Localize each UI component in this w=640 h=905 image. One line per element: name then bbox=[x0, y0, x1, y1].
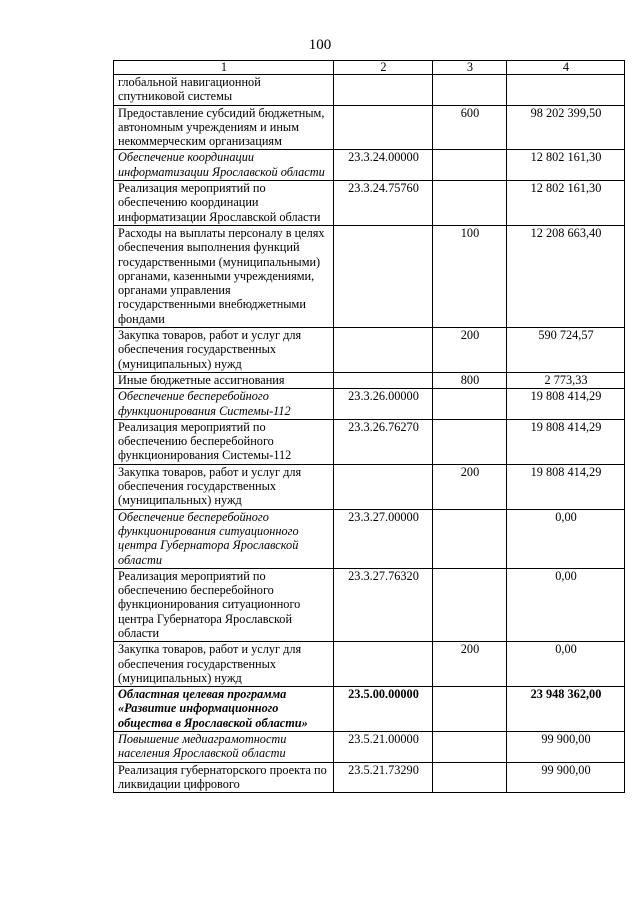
row-sum-cell: 0,00 bbox=[507, 642, 625, 687]
column-header-2: 2 bbox=[334, 61, 433, 75]
row-sum-cell: 99 900,00 bbox=[507, 732, 625, 763]
row-type-cell bbox=[433, 762, 507, 793]
row-code-cell bbox=[334, 642, 433, 687]
row-sum-cell: 12 208 663,40 bbox=[507, 225, 625, 327]
row-name-cell: Реализация мероприятий по обеспечению бесперебойного функционирования Системы-112 bbox=[114, 419, 334, 464]
row-type-cell bbox=[433, 509, 507, 568]
row-sum-cell: 0,00 bbox=[507, 568, 625, 641]
row-name-cell: Реализация мероприятий по обеспечению координации информатизации Ярославской области bbox=[114, 181, 334, 226]
table-row bbox=[114, 75, 625, 106]
row-code-cell: 23.5.21.00000 bbox=[334, 732, 433, 763]
row-type-cell bbox=[433, 419, 507, 464]
row-name-cell: Расходы на выплаты персоналу в целях обеспечения выполнения функций государственными (муниципальными) органами, казенными учреждениями, органами управления государственными внебюджетными фондами bbox=[114, 225, 334, 327]
row-sum-cell: 0,00 bbox=[507, 509, 625, 568]
row-type-cell: 600 bbox=[433, 105, 507, 150]
row-name-cell: Обеспечение бесперебойного функционирования ситуационного центра Губернатора Ярославской области bbox=[114, 509, 334, 568]
table-row bbox=[114, 568, 625, 641]
row-type-cell: 200 bbox=[433, 642, 507, 687]
row-code-cell: 23.3.26.76270 bbox=[334, 419, 433, 464]
table-row bbox=[114, 328, 625, 373]
table-row bbox=[114, 509, 625, 568]
row-code-cell: 23.3.27.00000 bbox=[334, 509, 433, 568]
row-type-cell bbox=[433, 687, 507, 732]
row-type-cell: 800 bbox=[433, 372, 507, 388]
page-number: 100 bbox=[308, 37, 332, 53]
budget-table bbox=[113, 60, 625, 793]
row-name-cell: Иные бюджетные ассигнования bbox=[114, 372, 334, 388]
table-row bbox=[114, 687, 625, 732]
row-sum-cell bbox=[507, 75, 625, 106]
row-name-cell: глобальной навигационной спутниковой системы bbox=[114, 75, 334, 106]
row-sum-cell: 12 802 161,30 bbox=[507, 150, 625, 181]
table-row bbox=[114, 464, 625, 509]
row-code-cell bbox=[334, 464, 433, 509]
row-sum-cell: 99 900,00 bbox=[507, 762, 625, 793]
row-sum-cell: 19 808 414,29 bbox=[507, 464, 625, 509]
row-sum-cell: 23 948 362,00 bbox=[507, 687, 625, 732]
row-name-cell: Обеспечение бесперебойного функционирования Системы-112 bbox=[114, 389, 334, 420]
row-code-cell: 23.3.27.76320 bbox=[334, 568, 433, 641]
row-name-cell: Закупка товаров, работ и услуг для обеспечения государственных (муниципальных) нужд bbox=[114, 464, 334, 509]
row-name-cell: Предоставление субсидий бюджетным, автономным учреждениям и иным некоммерческим организациям bbox=[114, 105, 334, 150]
row-type-cell: 100 bbox=[433, 225, 507, 327]
row-code-cell: 23.3.26.00000 bbox=[334, 389, 433, 420]
row-type-cell: 200 bbox=[433, 464, 507, 509]
table-row bbox=[114, 762, 625, 793]
row-code-cell: 23.3.24.00000 bbox=[334, 150, 433, 181]
table-header-row bbox=[114, 61, 625, 75]
column-header-1: 1 bbox=[114, 61, 334, 75]
row-sum-cell: 19 808 414,29 bbox=[507, 389, 625, 420]
row-sum-cell: 19 808 414,29 bbox=[507, 419, 625, 464]
row-type-cell bbox=[433, 181, 507, 226]
row-name-cell: Закупка товаров, работ и услуг для обеспечения государственных (муниципальных) нужд bbox=[114, 328, 334, 373]
row-type-cell bbox=[433, 568, 507, 641]
row-code-cell bbox=[334, 225, 433, 327]
table-row bbox=[114, 150, 625, 181]
row-name-cell: Повышение медиаграмотности населения Ярославской области bbox=[114, 732, 334, 763]
row-sum-cell: 98 202 399,50 bbox=[507, 105, 625, 150]
row-name-cell: Областная целевая программа «Развитие информационного общества в Ярославской области» bbox=[114, 687, 334, 732]
row-sum-cell: 12 802 161,30 bbox=[507, 181, 625, 226]
row-name-cell: Закупка товаров, работ и услуг для обеспечения государственных (муниципальных) нужд bbox=[114, 642, 334, 687]
row-type-cell bbox=[433, 150, 507, 181]
row-type-cell: 200 bbox=[433, 328, 507, 373]
row-code-cell bbox=[334, 372, 433, 388]
row-sum-cell: 590 724,57 bbox=[507, 328, 625, 373]
table-row bbox=[114, 642, 625, 687]
row-type-cell bbox=[433, 732, 507, 763]
row-type-cell bbox=[433, 389, 507, 420]
table-row bbox=[114, 419, 625, 464]
column-header-3: 3 bbox=[433, 61, 507, 75]
column-header-4: 4 bbox=[507, 61, 625, 75]
row-name-cell: Обеспечение координации информатизации Ярославской области bbox=[114, 150, 334, 181]
row-code-cell bbox=[334, 105, 433, 150]
table-row bbox=[114, 732, 625, 763]
row-code-cell: 23.3.24.75760 bbox=[334, 181, 433, 226]
row-sum-cell: 2 773,33 bbox=[507, 372, 625, 388]
table-row bbox=[114, 389, 625, 420]
table-row bbox=[114, 181, 625, 226]
row-name-cell: Реализация мероприятий по обеспечению бесперебойного функционирования ситуационного центра Губернатора Ярославской области bbox=[114, 568, 334, 641]
table-row bbox=[114, 372, 625, 388]
row-code-cell: 23.5.21.73290 bbox=[334, 762, 433, 793]
row-code-cell bbox=[334, 75, 433, 106]
row-code-cell: 23.5.00.00000 bbox=[334, 687, 433, 732]
table-row bbox=[114, 105, 625, 150]
row-type-cell bbox=[433, 75, 507, 106]
row-name-cell: Реализация губернаторского проекта по ликвидации цифрового bbox=[114, 762, 334, 793]
row-code-cell bbox=[334, 328, 433, 373]
table-row bbox=[114, 225, 625, 327]
